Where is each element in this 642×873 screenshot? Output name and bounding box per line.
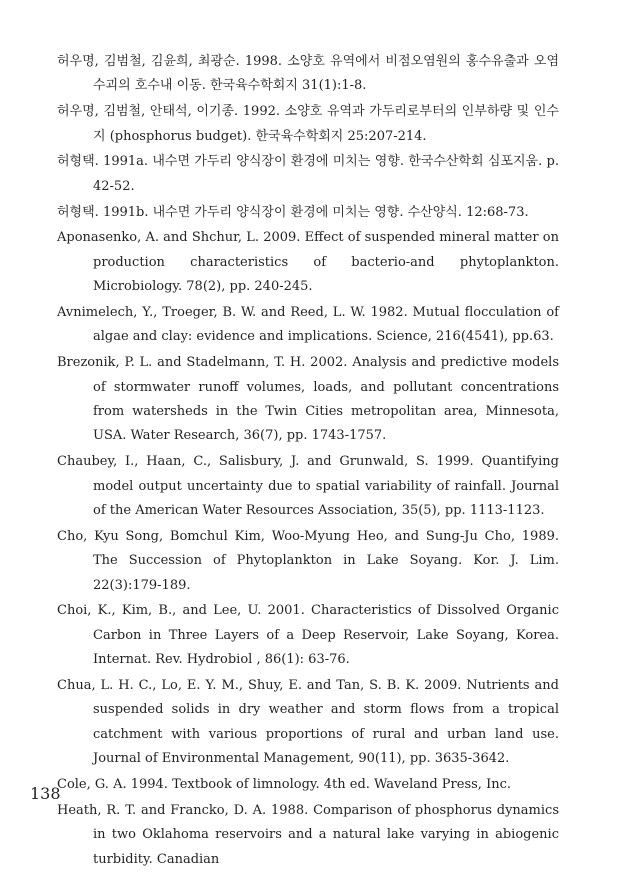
reference-entry: Heath, R. T. and Francko, D. A. 1988. Comparison of phosphorus dynamics in two Oklahoma reservoirs and a natural lake varying in abiogenic turbidity. Canadian (57, 802, 559, 867)
reference-entry: 허우명, 김범철, 안태석, 이기종. 1992. 소양호 유역과 가두리로부터의 인부하량 및 인수지 (phosphorus budget). 한국육수학회지 25:207-214. (57, 104, 559, 144)
reference-entry: Avnimelech, Y., Troeger, B. W. and Reed, L. W. 1982. Mutual flocculation of algae and clay: evidence and implications. Science, 216(4541), pp.63. (57, 305, 559, 345)
reference-entry: Aponasenko, A. and Shchur, L. 2009. Effect of suspended mineral matter on production characteristics of bacterio-and phytoplankton. Microbiology. 78(2), pp. 240-245. (57, 230, 559, 295)
reference-entry: Cho, Kyu Song, Bomchul Kim, Woo-Myung Heo, and Sung-Ju Cho, 1989. The Succession of Phytoplankton in Lake Soyang. Kor. J. Lim. 22(3):179-189. (57, 528, 559, 593)
reference-entry: Cole, G. A. 1994. Textbook of limnology. 4th ed. Waveland Press, Inc. (57, 777, 511, 793)
reference-entry: Choi, K., Kim, B., and Lee, U. 2001. Characteristics of Dissolved Organic Carbon in Three Layers of a Deep Reservoir, Lake Soyang, Korea. Internat. Rev. Hydrobiol , 86(1): 63-76. (57, 603, 559, 668)
reference-entry: 허형택. 1991b. 내수면 가두리 양식장이 환경에 미치는 영향. 수산양식. 12:68-73. (57, 204, 529, 220)
reference-entry: Chaubey, I., Haan, C., Salisbury, J. and Grunwald, S. 1999. Quantifying model output uncertainty due to spatial variability of rainfall. Journal of the American Water Resources Association, 35(5), pp. 1113-1123. (57, 454, 559, 519)
reference-list (57, 50, 559, 873)
reference-entry: 허형택. 1991a. 내수면 가두리 양식장이 환경에 미치는 영향. 한국수산학회 심포지움. p. 42-52. (57, 154, 559, 194)
reference-entry: 허우명, 김범철, 김윤희, 최광순. 1998. 소양호 유역에서 비점오염원의 홍수유출과 오염수괴의 호수내 이동. 한국육수학회지 31(1):1-8. (57, 54, 559, 94)
page-number: 138 (30, 784, 61, 803)
reference-entry: Brezonik, P. L. and Stadelmann, T. H. 2002. Analysis and predictive models of stormwater runoff volumes, loads, and pollutant concentrations from watersheds in the Twin Cities metropolitan area, Minnesota, USA. Water Research, 36(7), pp. 1743-1757. (57, 355, 559, 444)
reference-entry: Chua, L. H. C., Lo, E. Y. M., Shuy, E. and Tan, S. B. K. 2009. Nutrients and suspended solids in dry weather and storm flows from a tropical catchment with various proportions of rural and urban land use. Journal of Environmental Management, 90(11), pp. 3635-3642. (57, 678, 559, 767)
